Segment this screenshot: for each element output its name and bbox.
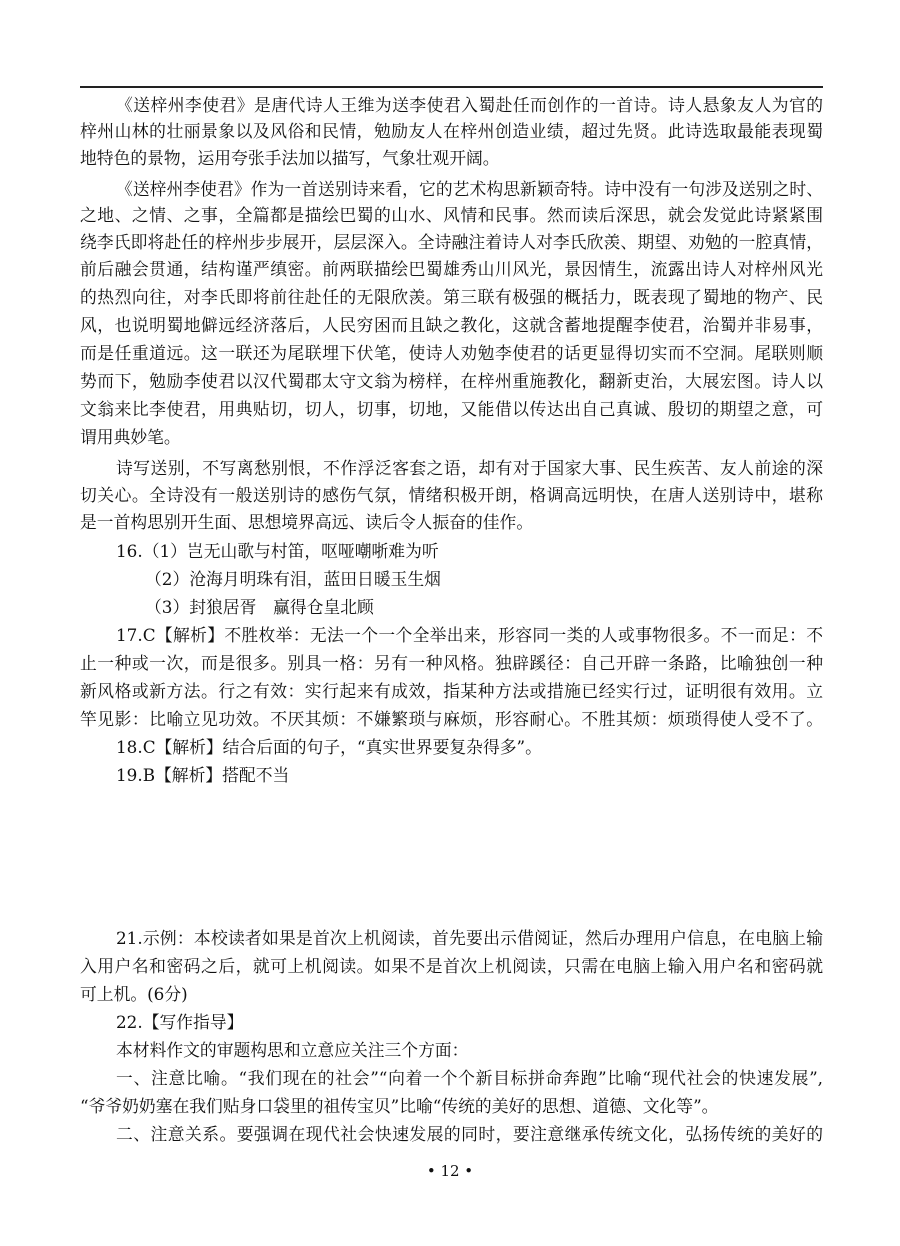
header-rule — [80, 86, 823, 88]
answer-22-heading: 22.【写作指导】 — [116, 1012, 244, 1032]
text-line: 而是任重道远。这一联还为尾联埋下伏笔，使诗人劝勉李使君的话更显得切实而不空洞。尾联则顺 — [80, 343, 823, 363]
text-line: 《送梓州李使君》是唐代诗人王维为送李使君入蜀赴任而创作的一首诗。诗人悬象友人为官的 — [116, 95, 823, 115]
text-line: 一、注意比喻。“我们现在的社会”“向着一个个新目标拼命奔跑”比喻“现代社会的快速发展”, — [116, 1068, 823, 1088]
text-line: 竿见影：比喻立见功效。不厌其烦：不嫌繁琐与麻烦，形容耐心。不胜其烦：烦琐得使人受不了。 — [80, 709, 823, 729]
text-line: 《送梓州李使君》作为一首送别诗来看，它的艺术构思新颖奇特。诗中没有一句涉及送别之时、 — [116, 179, 823, 199]
answer-21: 21.示例：本校读者如果是首次上机阅读，首先要出示借阅证，然后办理用户信息，在电脑上输 — [116, 928, 823, 948]
answer-17: 17.C【解析】不胜枚举：无法一个一个全举出来，形容同一类的人或事物很多。不一而足：不 — [116, 625, 823, 645]
text-line: 地特色的景物，运用夸张手法加以描写，气象壮观开阔。 — [80, 148, 500, 168]
page-number: • 12 • — [426, 1162, 474, 1180]
answer-16-2: （2）沧海月明珠有泪，蓝田日暖玉生烟 — [145, 569, 441, 589]
text-line: 新风格或新方法。行之有效：实行起来有成效，指某种方法或措施已经实行过，证明很有效用。立 — [80, 681, 823, 701]
text-line: 风，也说明蜀地僻远经济落后，人民穷困而且缺之教化，这就含蓄地提醒李使君，治蜀并非易事， — [80, 315, 823, 335]
text-line: 的热烈向往，对李氏即将前往赴任的无限欣羡。第三联有极强的概括力，既表现了蜀地的物产、民 — [80, 287, 823, 307]
answer-16-1: 16.（1）岂无山歌与村笛，呕哑嘲哳难为听 — [116, 541, 439, 561]
text-line: 是一首构思别开生面、思想境界高远、读后令人振奋的佳作。 — [80, 512, 534, 532]
text-line: 梓州山林的壮丽景象以及风俗和民情，勉励友人在梓州创造业绩，超过先贤。此诗选取最能表现蜀 — [80, 121, 823, 141]
text-line: 谓用典妙笔。 — [80, 427, 181, 447]
text-line: 势而下，勉励李使君以汉代蜀郡太守文翁为榜样，在梓州重施教化，翻新吏治，大展宏图。诗人以 — [80, 371, 823, 391]
text-line: “爷爷奶奶塞在我们贴身口袋里的祖传宝贝”比喻“传统的美好的思想、道德、文化等”。 — [80, 1096, 719, 1116]
text-line: 入用户名和密码之后，就可上机阅读。如果不是首次上机阅读，只需在电脑上输入用户名和密码就 — [80, 956, 823, 976]
text-line: 可上机。(6分) — [80, 984, 188, 1004]
text-line: 止一种或一次，而是很多。别具一格：另有一种风格。独辟蹊径：自己开辟一条路，比喻独创一种 — [80, 653, 823, 673]
answer-19: 19.B【解析】搭配不当 — [116, 765, 290, 785]
text-line: 绕李氏即将赴任的梓州步步展开，层层深入。全诗融注着诗人对李氏欣羡、期望、劝勉的一腔真情， — [80, 232, 823, 252]
text-line: 本材料作文的审题构思和立意应关注三个方面： — [116, 1040, 469, 1060]
text-line: 二、注意关系。要强调在现代社会快速发展的同时，要注意继承传统文化，弘扬传统的美好的 — [116, 1124, 823, 1144]
text-line: 文翁来比李使君，用典贴切，切人，切事，切地，又能借以传达出自己真诚、殷切的期望之意，可 — [80, 399, 823, 419]
text-line: 前后融会贯通，结构谨严缜密。前两联描绘巴蜀雄秀山川风光，景因情生，流露出诗人对梓州风光 — [80, 259, 823, 279]
text-line: 诗写送别，不写离愁别恨，不作浮泛客套之语，却有对于国家大事、民生疾苦、友人前途的深 — [116, 458, 823, 478]
text-line: 之地、之情、之事，全篇都是描绘巴蜀的山水、风情和民事。然而读后深思，就会发觉此诗紧紧围 — [80, 205, 823, 225]
answer-18: 18.C【解析】结合后面的句子，“真实世界要复杂得多”。 — [116, 737, 542, 757]
text-line: 切关心。全诗没有一般送别诗的感伤气氛，情绪积极开朗，格调高远明快，在唐人送别诗中，堪称 — [80, 485, 823, 505]
answer-16-3: （3）封狼居胥 赢得仓皇北顾 — [145, 597, 374, 617]
